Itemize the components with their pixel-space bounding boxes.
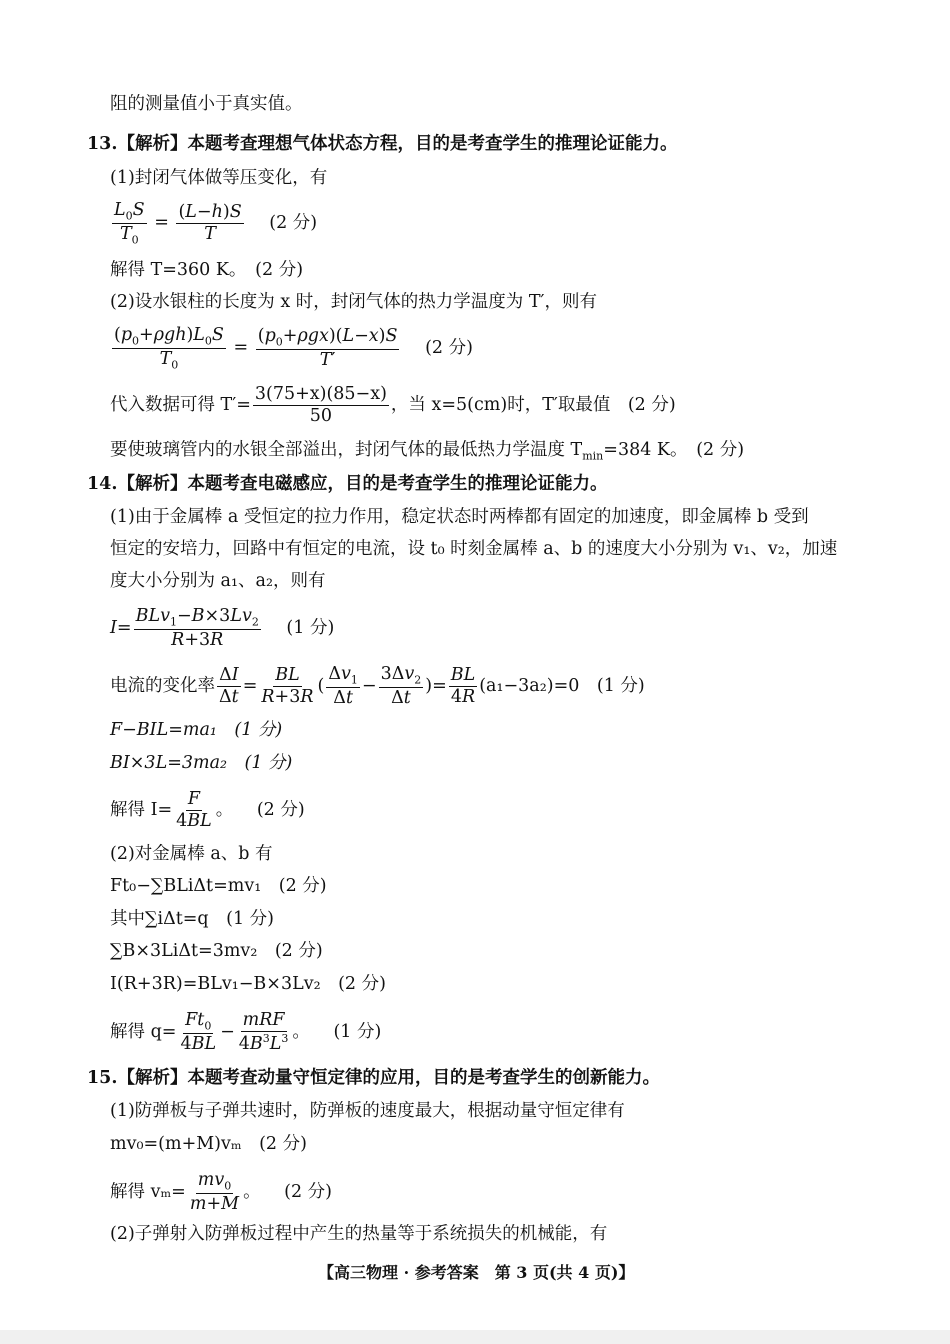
q14-part1-line2: 恒定的安培力，回路中有恒定的电流，设 t₀ 时刻金属棒 a、b 的速度大小分别为 v₁、v₂，加速 (110, 539, 838, 559)
q13-solve-1: 解得 T=360 K。 (2 分) (110, 260, 304, 280)
q14-solve-2: 解得 q= $\frac{Ft_0}{4BL}$ − mRF $4B^3L^3$ 。 (1 分) (110, 1010, 382, 1054)
q14-equation-7: ∑B×3LiΔt=3mv₂ (2 分) (110, 941, 323, 961)
score: (1 分) (333, 1021, 382, 1042)
q14-equation-4: BI×3L=3ma₂ (1 分) (110, 753, 293, 773)
fraction: $\frac{3\Delta v_2}{\Delta t}$ (380, 664, 422, 708)
q14-equation-5: Ft₀−∑BLiΔt=mv₁ (2 分) (110, 876, 327, 896)
q14-equation-2: 电流的变化率 $\frac{\Delta I}{\Delta t}$ = $\frac{BL}{R+3R}$ ( $\frac{\Delta v_1}{\Delta t}$ − $\frac{3\Delta v_2}{\Delta t}$ )= $\frac{BL}{4R}$ (a₁−3a₂)=0 (1 分) (110, 664, 645, 708)
fraction: $(p_0+\rho gx)(L-x)S$ T′ (257, 325, 398, 370)
page-footer: 【高三物理 · 参考答案 第 3 页(共 4 页)】 (318, 1263, 635, 1282)
score: (2 分) (425, 337, 473, 358)
continuation-line: 阻的测量值小于真实值。 (110, 94, 303, 114)
fraction: $\frac{\Delta I}{\Delta t}$ (219, 664, 239, 707)
q13-equation-1: $\frac{L_0S}{T_0}$ = $\frac{(L-h)S}{T}$ (2 分) (114, 200, 318, 247)
fraction: $\frac{(L-h)S}{T}$ (178, 201, 242, 244)
fraction: $\frac{BL}{R+3R}$ (261, 664, 314, 707)
score: (2 分) (284, 1181, 332, 1202)
q14-part1-line1: (1)由于金属棒 a 受恒定的拉力作用，稳定状态时两棒都有固定的加速度，即金属棒 b 受到 (110, 507, 809, 527)
q14-part2-text: (2)对金属棒 a、b 有 (110, 844, 273, 864)
q15-solve-1: 解得 vₘ= $\frac{mv_0}{m+M}$ 。 (2 分) (110, 1170, 332, 1214)
fraction: mRF $4B^3L^3$ (238, 1010, 289, 1054)
q14-equation-6: 其中∑iΔt=q (1 分) (110, 909, 274, 929)
q13-part3-text: 要使玻璃管内的水银全部溢出，封闭气体的最低热力学温度 $T_{min}=384$ K。 (2 分) (110, 440, 745, 463)
fraction: $\frac{BL}{4R}$ (450, 664, 476, 707)
q15-part1-text: (1)防弹板与子弹共速时，防弹板的速度最大，根据动量守恒定律有 (110, 1101, 625, 1121)
q13-equation-2: $(p_0+\rho gh)L_0S$ $T_0$ = $(p_0+\rho gx)(L-x)S$ T′ (2 分) (114, 325, 473, 372)
score: (2 分) (256, 800, 305, 820)
fraction: $BLv_1-B\times 3Lv_2$ R+3R (135, 606, 259, 650)
q13-part2-text: (2)设水银柱的长度为 x 时，封闭气体的热力学温度为 T′，则有 (110, 292, 597, 312)
q13-part1-text: (1)封闭气体做等压变化，有 (110, 168, 328, 188)
score: (1 分) (286, 617, 335, 638)
q15-equation-1: mv₀=(m+M)vₘ (2 分) (110, 1134, 307, 1154)
q13-header: 13.【解析】本题考查理想气体状态方程，目的是考查学生的推理论证能力。 (87, 134, 678, 154)
fraction: $\frac{mv_0}{m+M}$ (189, 1170, 240, 1214)
fraction: $\frac{L_0S}{T_0}$ (114, 200, 145, 247)
fraction: $\frac{F}{4BL}$ (176, 789, 212, 831)
q14-solve-1: 解得 I= $\frac{F}{4BL}$ 。 (2 分) (110, 789, 305, 831)
q14-part1-line3: 度大小分别为 a₁、a₂，则有 (110, 571, 326, 591)
q15-header: 15.【解析】本题考查动量守恒定律的应用，目的是考查学生的创新能力。 (87, 1068, 660, 1088)
q15-part2-text: (2)子弹射入防弹板过程中产生的热量等于系统损失的机械能，有 (110, 1224, 608, 1244)
fraction: $\frac{3(75+x)(85-x)}{50}$ (254, 384, 387, 426)
bottom-strip (0, 1330, 950, 1344)
q14-equation-1: I= $BLv_1-B\times 3Lv_2$ R+3R (1 分) (110, 606, 335, 650)
fraction: $\frac{\Delta v_1}{\Delta t}$ (328, 664, 358, 708)
q14-equation-3: F−BIL=ma₁ (1 分) (110, 720, 283, 740)
fraction: $\frac{Ft_0}{4BL}$ (180, 1010, 217, 1054)
q13-substitution: 代入数据可得 T′= $\frac{3(75+x)(85-x)}{50}$ ，当 x=5(cm)时，T′取最值 (2 分) (110, 384, 676, 426)
q14-header: 14.【解析】本题考查电磁感应，目的是考查学生的推理论证能力。 (87, 474, 608, 494)
q14-equation-8: I(R+3R)=BLv₁−B×3Lv₂ (2 分) (110, 974, 386, 994)
score: (2 分) (269, 212, 318, 233)
fraction: $(p_0+\rho gh)L_0S$ $T_0$ (114, 325, 224, 372)
